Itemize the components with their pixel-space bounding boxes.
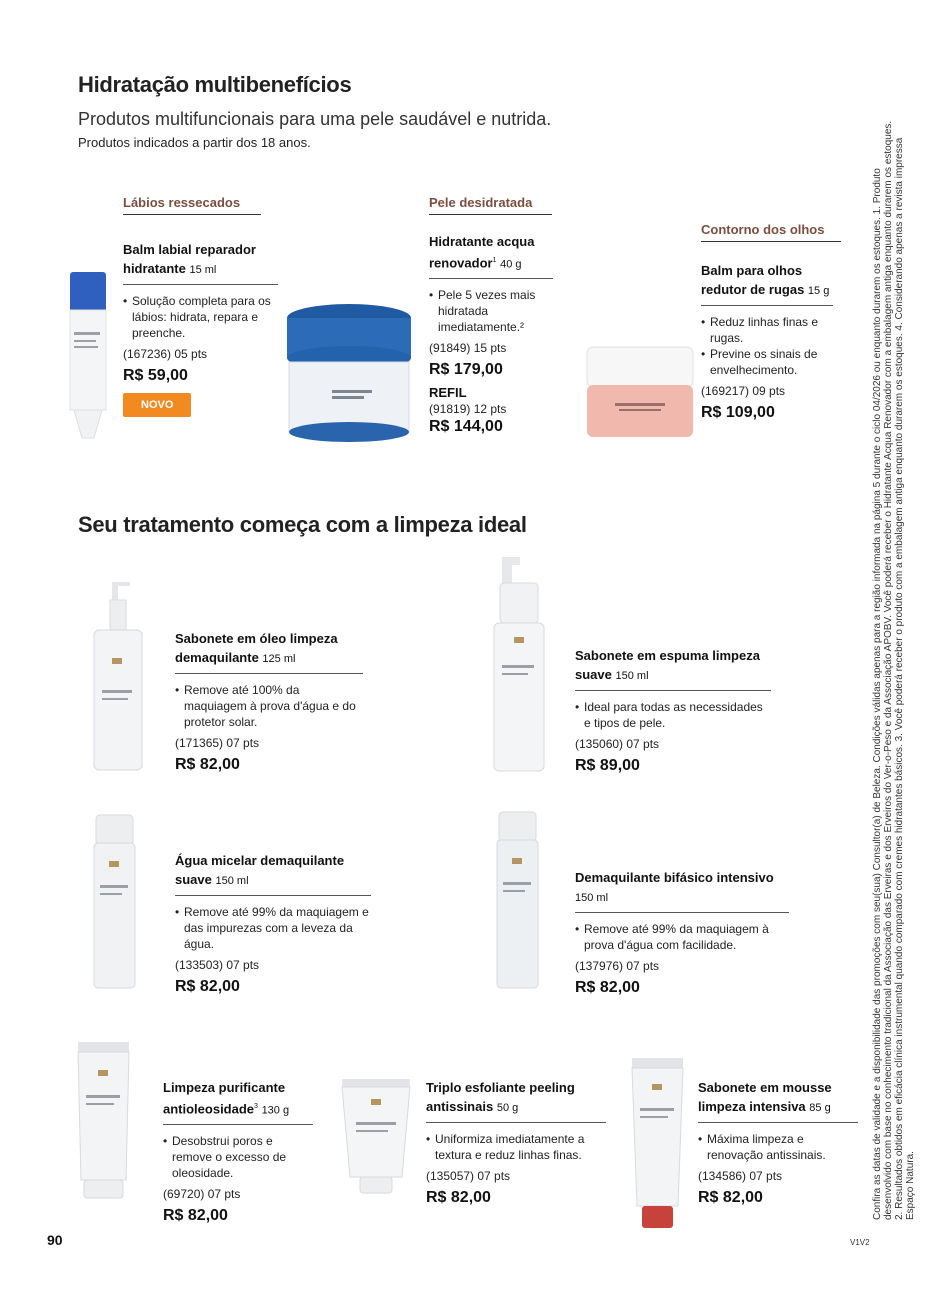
product-price: R$ 82,00 bbox=[175, 978, 240, 995]
product-name: Demaquilante bifásico intensivo 150 ml bbox=[575, 868, 789, 913]
product-code: (169217) 09 pts bbox=[701, 384, 786, 398]
legal-disclaimer: Confira as datas de validade e a disponibilidade das promoções com seu(sua) Consultor(a) de Beleza. Condições válidas apenas para a região informada na página 5 durante o ciclo 04/2026 ou enquanto durarem os estoques. 1. Produto desenvolvido com base no conhecimento tradicional da Associação das Erveiras e dos Erveiros do Ver-o-Peso e da Associação APOBV. Você poderá receber o Hidratante Acqua Renovador com a embalagem antiga enquanto durarem os estoques. 2. Resultados obtidos em eficácia clínica instrumental quando comparado com cremes hidratantes básicos. 3. Você poderá receber o produto com a embalagem antiga enquanto durarem os estoques. 4. Considerando apenas a revista impressa Espaço Natura. bbox=[872, 120, 916, 1220]
product-code: (133503) 07 pts bbox=[175, 958, 260, 972]
product-price: R$ 82,00 bbox=[575, 979, 640, 996]
product-bullet: • Solução completa para os lábios: hidrata, repara e preenche. bbox=[123, 294, 271, 340]
peeling-tube-image bbox=[340, 1077, 412, 1197]
page-number: 90 bbox=[47, 1232, 63, 1248]
product-eye-balm[interactable] bbox=[701, 261, 833, 422]
eye-balm-jar-image bbox=[585, 345, 695, 445]
category-eye-contour: Contorno dos olhos bbox=[701, 222, 841, 242]
product-price: R$ 109,00 bbox=[701, 404, 775, 421]
product-peeling[interactable] bbox=[426, 1078, 606, 1207]
product-foam-cleanser[interactable] bbox=[575, 646, 771, 775]
product-bullet: • Máxima limpeza e renovação antissinais. bbox=[698, 1132, 826, 1162]
product-name: Sabonete em óleo limpeza demaquilante 125 ml bbox=[175, 629, 363, 674]
product-lip-balm[interactable] bbox=[123, 240, 278, 417]
product-name: Limpeza purificante antioleosidade$^3$ 130 g bbox=[163, 1078, 313, 1125]
product-name: Sabonete em espuma limpeza suave 150 ml bbox=[575, 646, 771, 691]
product-name: Balm labial reparador hidratante 15 ml bbox=[123, 240, 278, 285]
product-micellar-water[interactable] bbox=[175, 851, 371, 996]
cleansing-oil-image bbox=[92, 580, 144, 775]
product-code: (137976) 07 pts bbox=[575, 959, 660, 973]
product-price: R$ 82,00 bbox=[426, 1189, 491, 1206]
product-price: R$ 82,00 bbox=[175, 756, 240, 773]
product-price: R$ 89,00 bbox=[575, 757, 640, 774]
product-bullet: • Remove até 100% da maquiagem à prova d'água e do protetor solar. bbox=[175, 683, 356, 729]
section-title-cleansing: Seu tratamento começa com a limpeza ideal bbox=[78, 512, 527, 537]
product-mousse-cleanser[interactable] bbox=[698, 1078, 858, 1207]
product-bullet: • Ideal para todas as necessidades e tipos de pele. bbox=[575, 700, 763, 730]
refil-label: REFIL bbox=[429, 385, 467, 401]
product-cleansing-oil[interactable] bbox=[175, 629, 363, 774]
mousse-cleanser-tube-image bbox=[630, 1056, 685, 1232]
product-name: Sabonete em mousse limpeza intensiva 85 g bbox=[698, 1078, 858, 1123]
product-biphasic-remover[interactable] bbox=[575, 868, 789, 997]
product-code: (134586) 07 pts bbox=[698, 1169, 783, 1183]
product-bullet: • Pele 5 vezes mais hidratada imediatamente.² bbox=[429, 288, 536, 335]
product-name: Água micelar demaquilante suave 150 ml bbox=[175, 851, 371, 896]
product-code: (135057) 07 pts bbox=[426, 1169, 511, 1183]
product-bullet: • Uniformiza imediatamente a textura e reduz linhas finas. bbox=[426, 1132, 585, 1162]
product-acqua-moisturizer[interactable] bbox=[429, 232, 553, 436]
refil-price: R$ 144,00 bbox=[429, 418, 503, 436]
product-name: Triplo esfoliante peeling antissinais 50 g bbox=[426, 1078, 606, 1123]
page-title: Hidratação multibenefícios bbox=[78, 72, 352, 97]
product-bullet: • Desobstrui poros e remove o excesso de oleosidade. bbox=[163, 1134, 287, 1181]
product-bullet: • Remove até 99% da maquiagem e das impurezas com a leveza da água. bbox=[175, 905, 369, 951]
product-purifying-cleanser[interactable] bbox=[163, 1078, 313, 1225]
product-name: Hidratante acqua renovador$^1$ 40 g bbox=[429, 232, 553, 279]
product-code: (167236) 05 pts bbox=[123, 347, 208, 361]
product-code: (135060) 07 pts bbox=[575, 737, 660, 751]
product-code: (91849) 15 pts bbox=[429, 341, 507, 356]
product-bullet: • Reduz linhas finas e rugas. bbox=[701, 315, 819, 345]
product-code: (171365) 07 pts bbox=[175, 736, 260, 750]
new-badge: NOVO bbox=[123, 393, 191, 417]
micellar-water-image bbox=[92, 813, 137, 993]
lip-balm-image bbox=[62, 270, 112, 450]
page-subtitle: Produtos multifuncionais para uma pele saudável e nutrida. bbox=[78, 109, 552, 129]
foam-cleanser-image bbox=[490, 555, 548, 775]
version-code: V1V2 bbox=[850, 1238, 870, 1247]
category-lips: Lábios ressecados bbox=[123, 195, 261, 215]
category-dehydrated-skin: Pele desidratada bbox=[429, 195, 552, 215]
product-code: (69720) 07 pts bbox=[163, 1187, 241, 1202]
product-bullet: • Remove até 99% da maquiagem à prova d'água com facilidade. bbox=[575, 922, 769, 952]
product-price: R$ 179,00 bbox=[429, 361, 503, 379]
biphasic-remover-image bbox=[495, 810, 540, 993]
acqua-jar-image bbox=[282, 300, 417, 445]
purifying-cleanser-tube-image bbox=[76, 1040, 131, 1200]
product-price: R$ 59,00 bbox=[123, 367, 188, 384]
product-price: R$ 82,00 bbox=[698, 1189, 763, 1206]
refil-code: (91819) 12 pts bbox=[429, 402, 507, 417]
age-note: Produtos indicados a partir dos 18 anos. bbox=[78, 135, 311, 150]
product-bullet: • Previne os sinais de envelhecimento. bbox=[701, 347, 818, 377]
product-price: R$ 82,00 bbox=[163, 1207, 228, 1225]
product-name: Balm para olhos redutor de rugas 15 g bbox=[701, 261, 833, 306]
